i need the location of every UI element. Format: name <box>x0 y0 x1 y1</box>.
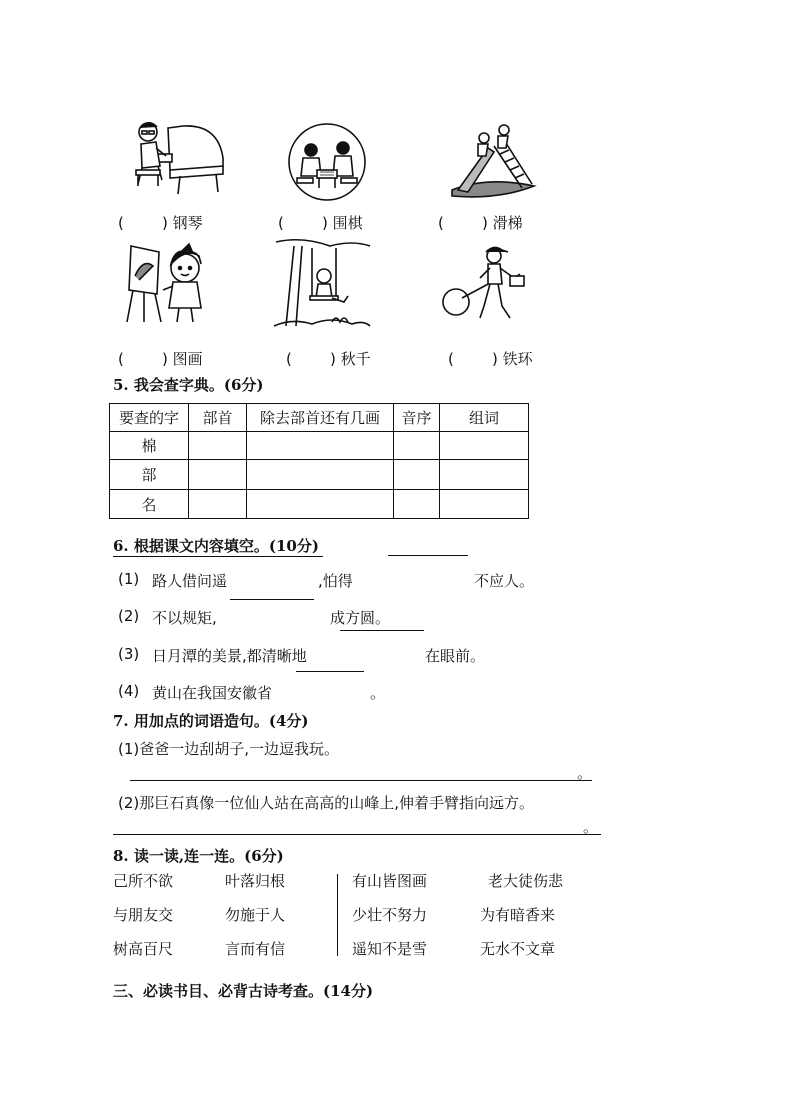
answer-line[interactable] <box>130 780 592 781</box>
drawing-picture <box>125 238 215 328</box>
table-header: 要查的字 <box>110 404 189 432</box>
answer-cell[interactable] <box>247 490 394 519</box>
blank-line[interactable] <box>340 630 424 631</box>
blank-line[interactable] <box>388 555 468 556</box>
answer-line[interactable] <box>113 834 601 835</box>
match-phrase[interactable]: 己所不欲 <box>113 872 174 890</box>
q7-sentence-1: (1)爸爸一边刮胡子,一边逗我玩。 <box>118 740 340 758</box>
q6-item-number: (2) <box>118 607 140 625</box>
table-header: 部首 <box>189 404 247 432</box>
table-cell-char: 名 <box>110 490 189 519</box>
table-header: 音序 <box>394 404 440 432</box>
q6-item-text: 黄山在我国安徽省 <box>152 684 273 702</box>
blank-line[interactable] <box>296 671 364 672</box>
slide-picture <box>448 118 538 200</box>
table-header: 除去部首还有几画 <box>247 404 394 432</box>
match-phrase[interactable]: 无水不文章 <box>480 940 556 958</box>
answer-cell[interactable] <box>247 432 394 460</box>
answer-cell[interactable] <box>189 460 247 490</box>
q7-sentence-2: (2)那巨石真像一位仙人站在高高的山峰上,伸着手臂指向远方。 <box>118 794 535 812</box>
q7-end-mark: 。 <box>577 764 593 782</box>
match-phrase[interactable]: 为有暗香来 <box>480 906 556 924</box>
q7-end-mark: 。 <box>583 818 599 836</box>
q6-item-text: 。 <box>370 684 386 702</box>
weiqi-picture <box>287 122 367 202</box>
table-header: 组词 <box>440 404 529 432</box>
answer-cell[interactable] <box>440 432 529 460</box>
match-phrase[interactable]: 有山皆图画 <box>352 872 428 890</box>
q6-item-text: ,怕得 <box>318 572 353 590</box>
q6-item-number: (4) <box>118 682 140 700</box>
blank-line[interactable] <box>230 599 314 600</box>
q5-title: 5. 我会查字典。(6分) <box>113 376 264 394</box>
picture-label-slide: ( ) 滑梯 <box>438 214 523 232</box>
answer-cell[interactable] <box>394 432 440 460</box>
q6-item-text: 不应人。 <box>474 572 535 590</box>
picture-label-weiqi: ( ) 围棋 <box>278 214 363 232</box>
answer-cell[interactable] <box>440 460 529 490</box>
q6-item-text: 路人借问遥 <box>152 572 228 590</box>
answer-cell[interactable] <box>189 432 247 460</box>
q6-item-text: 日月潭的美景,都清晰地 <box>152 647 307 665</box>
swing-picture <box>272 236 372 332</box>
picture-label-swing: ( ) 秋千 <box>286 350 371 368</box>
divider-line <box>337 874 338 956</box>
table-cell-char: 棉 <box>110 432 189 460</box>
q6-item-text: 不以规矩, <box>152 609 217 627</box>
picture-label-hoop: ( ) 铁环 <box>448 350 533 368</box>
hoop-picture <box>440 244 530 324</box>
q6-item-text: 在眼前。 <box>425 647 486 665</box>
match-phrase[interactable]: 叶落归根 <box>225 872 286 890</box>
q6-item-text: 成方圆。 <box>330 609 391 627</box>
match-phrase[interactable]: 遥知不是雪 <box>352 940 428 958</box>
table-cell-char: 部 <box>110 460 189 490</box>
answer-cell[interactable] <box>440 490 529 519</box>
answer-cell[interactable] <box>394 460 440 490</box>
q8-title: 8. 读一读,连一连。(6分) <box>113 847 284 865</box>
q6-item-number: (1) <box>118 570 140 588</box>
piano-picture <box>128 118 228 198</box>
section-3-title: 三、必读书目、必背古诗考查。(14分) <box>113 982 374 1000</box>
match-phrase[interactable]: 言而有信 <box>225 940 286 958</box>
answer-cell[interactable] <box>189 490 247 519</box>
match-phrase[interactable]: 老大徒伤悲 <box>488 872 564 890</box>
q6-item-number: (3) <box>118 645 140 663</box>
match-phrase[interactable]: 树高百尺 <box>113 940 174 958</box>
picture-label-piano: ( ) 钢琴 <box>118 214 203 232</box>
q7-title: 7. 用加点的词语造句。(4分) <box>113 712 309 730</box>
match-phrase[interactable]: 与朋友交 <box>113 906 174 924</box>
answer-cell[interactable] <box>247 460 394 490</box>
match-phrase[interactable]: 勿施于人 <box>225 906 286 924</box>
q6-title-underline <box>113 556 323 557</box>
picture-label-drawing: ( ) 图画 <box>118 350 203 368</box>
match-phrase[interactable]: 少壮不努力 <box>352 906 428 924</box>
q6-title: 6. 根据课文内容填空。(10分) <box>113 537 319 555</box>
dictionary-table <box>109 403 529 519</box>
answer-cell[interactable] <box>394 490 440 519</box>
